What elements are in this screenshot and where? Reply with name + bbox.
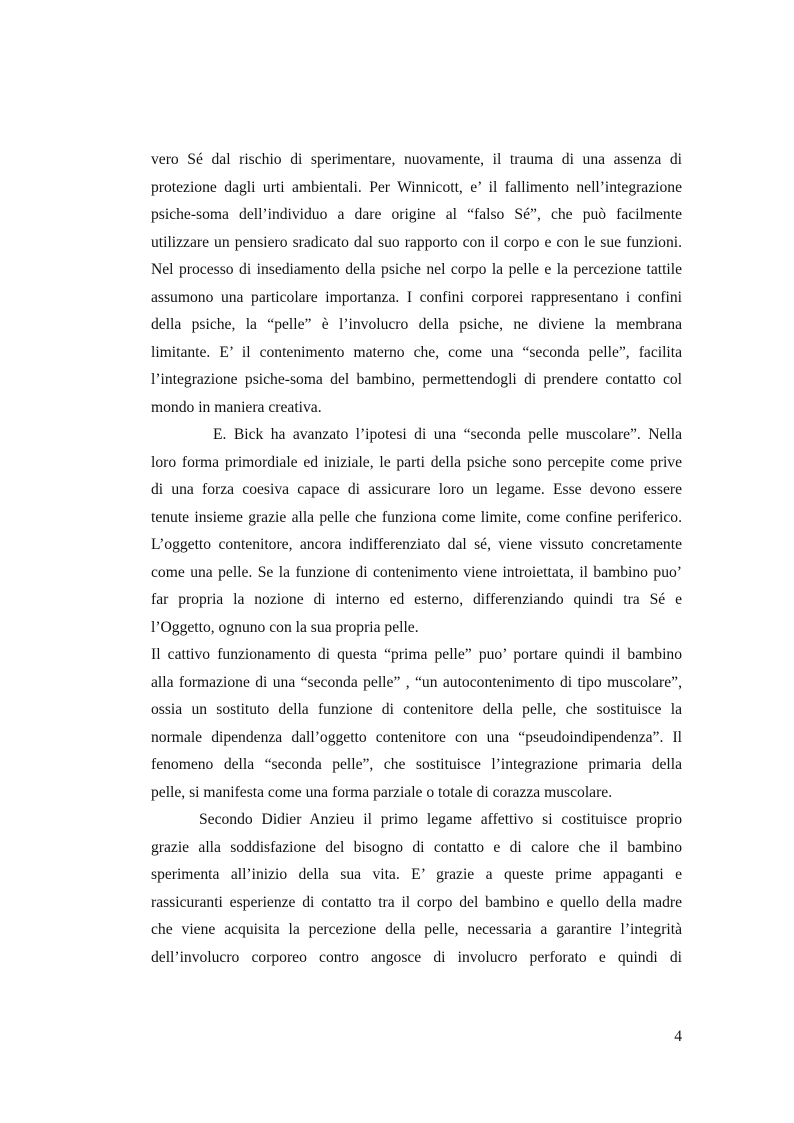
text-line: E. Bick ha avanzato l’ipotesi di una “seconda pelle muscolare”. Nella — [213, 426, 682, 443]
text-line: l’integrazione psiche-soma del bambino, permettendogli di prendere contatto col — [151, 371, 682, 388]
paragraph — [151, 641, 682, 806]
text-line: normale dipendenza dall’oggetto contenitore con una “pseudoindipendenza”. Il — [151, 728, 682, 746]
text-line: dell’involucro corporeo contro angosce di involucro perforato e quindi di — [151, 948, 682, 966]
page-number: 4 — [674, 1028, 682, 1045]
text-line: tenute insieme grazie alla pelle che funziona come limite, come confine periferico. — [151, 508, 682, 526]
text-line: l’Oggetto, ognuno con la sua propria pelle. — [151, 618, 419, 636]
text-line: grazie alla soddisfazione del bisogno di contatto e di calore che il bambino — [151, 838, 682, 856]
text-line: della psiche, la “pelle” è l’involucro della psiche, ne diviene la membrana — [151, 316, 682, 333]
text-line: far propria la nozione di interno ed esterno, differenziando quindi tra Sé e — [151, 591, 682, 608]
text-line: L’oggetto contenitore, ancora indifferenziato dal sé, viene vissuto concretamente — [151, 536, 682, 553]
text-line: di una forza coesiva capace di assicurare loro un legame. Esse devono essere — [151, 481, 682, 498]
text-line: utilizzare un pensiero sradicato dal suo rapporto con il corpo e con le sue funzioni. — [151, 233, 682, 251]
text-line: vero Sé dal rischio di sperimentare, nuovamente, il trauma di una assenza di — [151, 151, 682, 168]
body-text — [151, 146, 682, 971]
text-line: Secondo Didier Anzieu il primo legame affettivo si costituisce proprio — [199, 811, 682, 828]
text-line: pelle, si manifesta come una forma parziale o totale di corazza muscolare. — [151, 783, 613, 801]
text-line: mondo in maniera creativa. — [151, 398, 322, 416]
text-line: fenomeno della “seconda pelle”, che sostituisce l’integrazione primaria della — [151, 756, 682, 773]
paragraph — [151, 421, 682, 641]
text-line: che viene acquisita la percezione della pelle, necessaria a garantire l’integrità — [151, 921, 682, 938]
text-line: rassicuranti esperienze di contatto tra il corpo del bambino e quello della madre — [151, 893, 682, 911]
text-line: loro forma primordiale ed iniziale, le parti della psiche sono percepite come prive — [151, 453, 682, 471]
text-line: alla formazione di una “seconda pelle” , “un autocontenimento di tipo muscolare”, — [151, 673, 682, 691]
text-line: psiche-soma dell’individuo a dare origine al “falso Sé”, che può facilmente — [151, 206, 682, 223]
text-line: assumono una particolare importanza. I confini corporei rappresentano i confini — [151, 288, 682, 306]
text-line: limitante. E’ il contenimento materno che, come una “seconda pelle”, facilita — [151, 343, 682, 361]
text-line: Nel processo di insediamento della psiche nel corpo la pelle e la percezione tattile — [151, 261, 682, 278]
paragraph — [151, 146, 682, 421]
text-line: ossia un sostituto della funzione di contenitore della pelle, che sostituisce la — [151, 701, 682, 718]
text-line: sperimenta all’inizio della sua vita. E’ grazie a queste prime appaganti e — [151, 866, 682, 883]
paragraph — [151, 806, 682, 971]
text-line: Il cattivo funzionamento di questa “prima pelle” puo’ portare quindi il bambino — [151, 646, 682, 663]
text-line: protezione dagli urti ambientali. Per Winnicott, e’ il fallimento nell’integrazione — [151, 178, 682, 196]
text-line: come una pelle. Se la funzione di contenimento viene introiettata, il bambino puo’ — [151, 563, 682, 581]
